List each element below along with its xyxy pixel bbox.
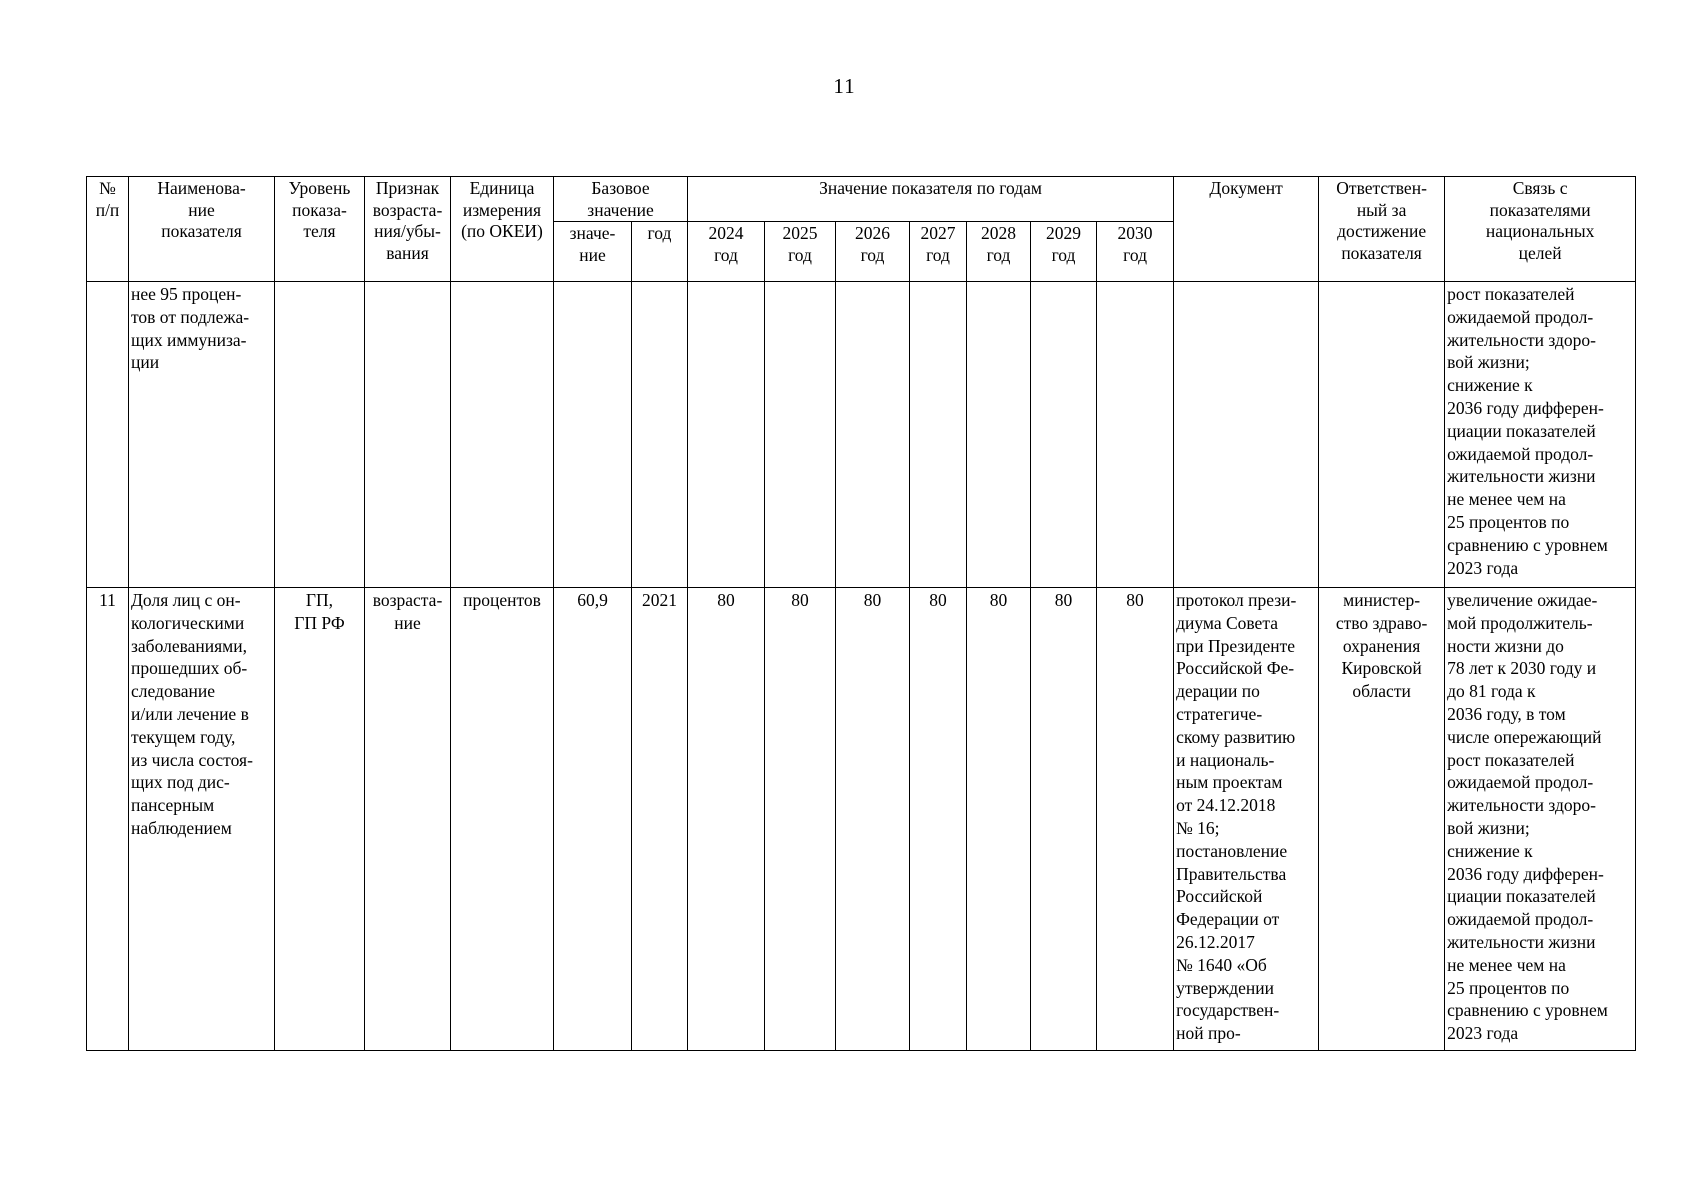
- header-year-2028: 2028 год: [967, 222, 1031, 282]
- row-num: [87, 282, 129, 588]
- row-value-2024: 80: [688, 588, 765, 1051]
- header-num: № п/п: [87, 177, 129, 282]
- row-base-year: 2021: [632, 588, 688, 1051]
- header-year-2029: 2029 год: [1031, 222, 1097, 282]
- header-values-by-year: Значение показателя по годам: [688, 177, 1174, 222]
- row-trend: [365, 282, 451, 588]
- row-value-2025: 80: [765, 588, 836, 1051]
- row-num: 11: [87, 588, 129, 1051]
- row-value-2027: [910, 282, 967, 588]
- row-responsible: [1319, 282, 1445, 588]
- row-document: протокол прези- диума Совета при Президенте Российской Фе- дерации по стратегиче- скому развитию и националь- ным проектам от 24.12.2018 № 16; постановление Правительства Российской Федерации от 26.12.2017 № 1640 «Об утверждении государствен- ной про-: [1174, 588, 1319, 1051]
- row-base-value: 60,9: [554, 588, 632, 1051]
- row-value-2030: [1097, 282, 1174, 588]
- header-trend: Признак возраста- ния/убы- вания: [365, 177, 451, 282]
- header-row-1: [87, 177, 1636, 222]
- header-base: Базовое значение: [554, 177, 688, 222]
- header-year-2030: 2030 год: [1097, 222, 1174, 282]
- row-value-2030: 80: [1097, 588, 1174, 1051]
- row-name: нее 95 процен- тов от подлежа- щих иммуниза- ции: [129, 282, 275, 588]
- row-trend: возраста- ние: [365, 588, 451, 1051]
- row-value-2029: [1031, 282, 1097, 588]
- indicators-table: [86, 176, 1636, 1051]
- header-document: Документ: [1174, 177, 1319, 282]
- header-responsible: Ответствен- ный за достижение показателя: [1319, 177, 1445, 282]
- header-level: Уровень показа- теля: [275, 177, 365, 282]
- row-value-2028: 80: [967, 588, 1031, 1051]
- row-level: [275, 282, 365, 588]
- table-row: [87, 588, 1636, 1051]
- row-value-2028: [967, 282, 1031, 588]
- header-year-2025: 2025 год: [765, 222, 836, 282]
- row-base-value: [554, 282, 632, 588]
- row-value-2029: 80: [1031, 588, 1097, 1051]
- header-base-value: значе- ние: [554, 222, 632, 282]
- row-link: увеличение ожидае- мой продолжитель- ности жизни до 78 лет к 2030 году и до 81 года к 2036 году, в том числе опережающий рост показателей ожидаемой продол- жительности здоро- вой жизни; снижение к 2036 году дифферен- циации показателей ожидаемой продол- жительности жизни не менее чем на 25 процентов по сравнению с уровнем 2023 года: [1445, 588, 1636, 1051]
- row-document: [1174, 282, 1319, 588]
- header-unit: Единица измерения (по ОКЕИ): [451, 177, 554, 282]
- row-unit: [451, 282, 554, 588]
- row-value-2026: 80: [836, 588, 910, 1051]
- row-value-2025: [765, 282, 836, 588]
- header-year-2026: 2026 год: [836, 222, 910, 282]
- row-unit: процентов: [451, 588, 554, 1051]
- row-link: рост показателей ожидаемой продол- жительности здоро- вой жизни; снижение к 2036 году дифферен- циации показателей ожидаемой продол- жительности жизни не менее чем на 25 процентов по сравнению с уровнем 2023 года: [1445, 282, 1636, 588]
- header-name: Наименова- ние показателя: [129, 177, 275, 282]
- header-base-year: год: [632, 222, 688, 282]
- row-level: ГП, ГП РФ: [275, 588, 365, 1051]
- header-year-2027: 2027 год: [910, 222, 967, 282]
- page-number: 11: [833, 74, 856, 98]
- header-link: Связь с показателями национальных целей: [1445, 177, 1636, 282]
- row-value-2024: [688, 282, 765, 588]
- table-row: [87, 282, 1636, 588]
- row-name: Доля лиц с он- кологическими заболеваниями, прошедших об- следование и/или лечение в текущем году, из числа состоя- щих под дис- пансерным наблюдением: [129, 588, 275, 1051]
- row-value-2027: 80: [910, 588, 967, 1051]
- header-year-2024: 2024 год: [688, 222, 765, 282]
- row-base-year: [632, 282, 688, 588]
- row-value-2026: [836, 282, 910, 588]
- row-responsible: министер- ство здраво- охранения Кировской области: [1319, 588, 1445, 1051]
